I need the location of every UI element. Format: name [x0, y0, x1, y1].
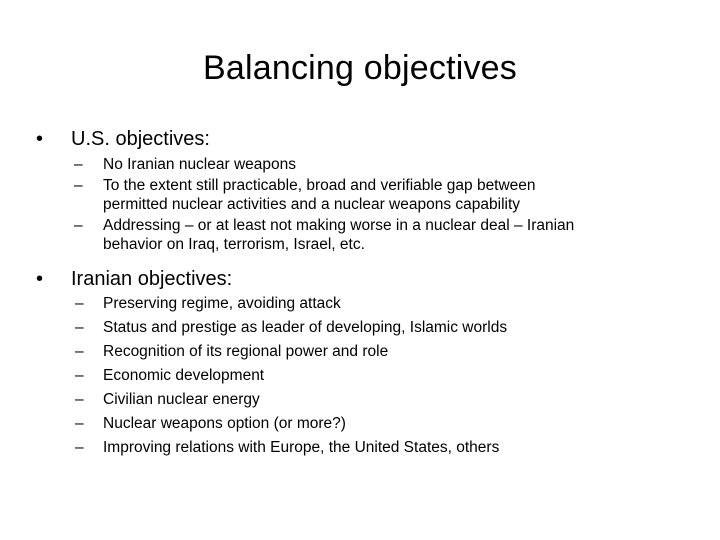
slide-title: Balancing objectives [203, 49, 517, 87]
us-objectives-list [74, 155, 574, 256]
list-item-text: behavior on Iraq, terrorism, Israel, etc. [103, 236, 365, 253]
bullet-icon: • [36, 128, 44, 150]
list-item-text: No Iranian nuclear weapons [103, 156, 297, 173]
list-item [74, 176, 574, 214]
list-item [74, 155, 574, 174]
dash-icon: – [74, 156, 83, 173]
list-item-text: Nuclear weapons option (or more?) [103, 415, 346, 432]
list-item-text: Addressing – or at least not making worse in a nuclear deal – Iranian [103, 217, 575, 234]
list-item [75, 366, 507, 385]
dash-icon: – [74, 177, 83, 194]
list-item [75, 342, 507, 361]
iranian-objectives-heading [36, 266, 232, 292]
list-item [74, 216, 574, 254]
list-item-text: Status and prestige as leader of developing, Islamic worlds [103, 319, 508, 336]
iranian-objectives-list [75, 294, 507, 462]
dash-icon: – [75, 319, 84, 336]
dash-icon: – [75, 367, 84, 384]
dash-icon: – [75, 343, 84, 360]
dash-icon: – [75, 295, 84, 312]
list-item [75, 414, 507, 433]
list-item-text: Improving relations with Europe, the United States, others [103, 439, 500, 456]
section-heading-text: Iranian objectives: [71, 268, 233, 290]
dash-icon: – [75, 439, 84, 456]
list-item [75, 318, 507, 337]
list-item-text: permitted nuclear activities and a nuclear weapons capability [103, 196, 521, 213]
list-item [75, 390, 507, 409]
list-item [75, 294, 507, 313]
section-heading-text: U.S. objectives: [71, 128, 210, 150]
list-item-text: Preserving regime, avoiding attack [103, 295, 341, 312]
list-item-text: Civilian nuclear energy [103, 391, 260, 408]
dash-icon: – [75, 415, 84, 432]
dash-icon: – [75, 391, 84, 408]
list-item-text: Recognition of its regional power and role [103, 343, 389, 360]
list-item-text: Economic development [103, 367, 265, 384]
bullet-icon: • [36, 268, 44, 290]
dash-icon: – [74, 217, 83, 234]
list-item [75, 438, 507, 457]
us-objectives-heading [36, 126, 210, 152]
list-item-text: To the extent still practicable, broad and verifiable gap between [103, 177, 536, 194]
